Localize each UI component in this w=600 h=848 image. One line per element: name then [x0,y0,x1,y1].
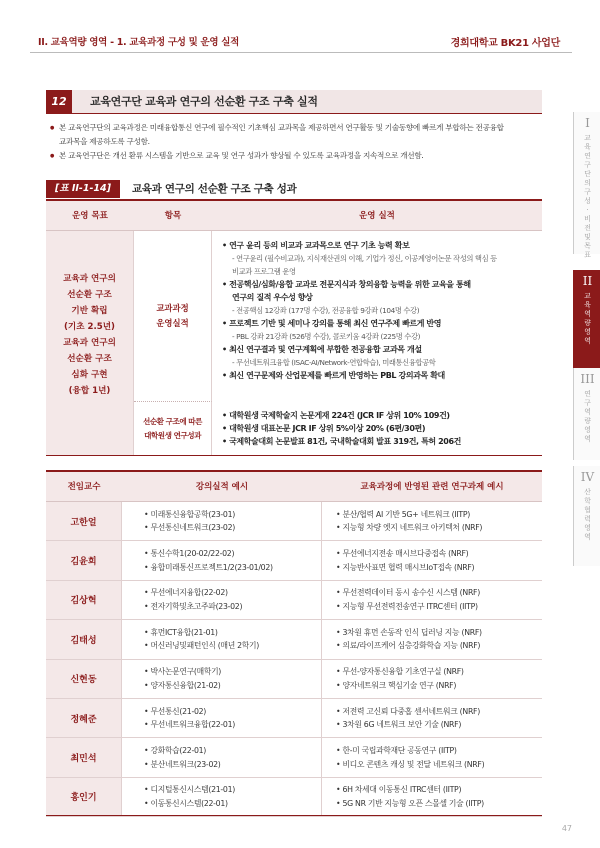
table1-header-item: 항목 [164,211,182,221]
result-line: • 대학원생 국제학술지 논문게재 224건 (JCR IF 상위 10% 109건) [222,411,450,420]
item-line: 운영실적 [156,318,189,328]
table1-header-result: 운영 실적 [359,211,395,221]
table1-tag: [표 II-1-14] [46,180,120,198]
goal-line: 심화 구현 [71,370,108,380]
project-item: • 지능반사표면 협력 매시브IoT접속 (NRF) [336,562,475,572]
course-item: • 융합미래통신프로젝트1/2(23-01/02) [144,562,273,572]
item-line: 대학원생 연구성과 [144,431,201,440]
project-item: • 3차원 6G 네트워크 보안 기술 (NRF) [336,720,462,730]
course-item: • 무선네트워크융합(22-01) [144,720,235,730]
result-line: • 최신 연구문제와 산업문제를 빠르게 반영하는 PBL 강의과목 확대 [222,371,445,380]
professor-name: 정혜준 [46,699,122,737]
project-cell [322,541,542,579]
header-divider [30,52,572,53]
course-item: • 디지털통신시스템(21-01) [144,785,235,795]
course-item: • 양자통신융합(21-02) [144,680,221,690]
course-item: • 분산네트워크(23-02) [144,759,221,769]
project-cell [322,581,542,619]
project-item: • 5G NR 기반 지능형 오픈 스몰셀 기술 (IITP) [336,798,484,808]
result-line: • 최신 연구결과 및 연구계획에 부합한 전공융합 교과목 개설 [222,345,422,354]
course-cell [122,778,322,816]
side-tab-3[interactable] [573,368,600,460]
item-curriculum-cell [134,231,212,402]
project-item: • 비디오 콘텐츠 캐싱 및 전달 네트워크 (NRF) [336,759,485,769]
result-line: 비교과 프로그램 운영 [232,267,296,276]
course-item: • 무선통신네트워크(23-02) [144,523,235,533]
course-cell [122,660,322,698]
course-item: • 강화학습(22-01) [144,746,207,756]
project-item: • 지능형 무선전력전송연구 ITRC센터 (IITP) [336,601,478,611]
side-tab-4[interactable] [573,466,600,566]
table-row [46,778,542,817]
result-line: • 전공핵심/심화/융합 교과로 전문지식과 창의융합 능력을 위한 교육을 통해 [222,280,471,289]
project-item: • 의료/라이프케어 심층강화학습 지능 (NRF) [336,641,481,651]
section-title: 교육연구단 교육과 연구의 선순환 구조 구축 실적 [90,95,318,108]
project-item: • 무선전력데이터 동시 송수신 시스템 (NRF) [336,588,480,598]
result-line: • 프로젝트 기반 및 세미나 강의를 통해 최신 연구주제 빠르게 반영 [222,319,442,328]
professor-name: 신현동 [46,660,122,698]
result-line: - 무선네트워크융합 (ISAC-AI/Network-연합학습), 미래통신융합공학 [232,358,436,367]
project-item: • 6H 차세대 이동통신 ITRC센터 (IITP) [336,785,462,795]
side-tab-number: IV [580,470,595,484]
project-item: • 한-미 국립과학재단 공동연구 (IITP) [336,746,457,756]
bullet-item: ● 본 교육연구단의 교육과정은 미래융합통신 연구에 필수적인 기초핵심 교과목을 제공하면서 연구활동 및 기술동향에 빠르게 부합하는 전공융합 [50,121,550,135]
table-professor-examples [46,470,542,817]
project-cell [322,738,542,776]
professor-name: 김태성 [46,620,122,658]
results-curriculum [212,239,542,382]
table1-body [46,231,542,456]
project-cell [322,502,542,540]
result-line: • 국제학술대회 논문발표 81건, 국내학술대회 발표 319건, 특허 206건 [222,437,461,446]
table-row [46,699,542,738]
table2-header-row [46,472,542,502]
side-tab-number: II [582,274,593,288]
course-item: • 무선통신(21-02) [144,706,207,716]
project-item: • 무선에너지전송 매시브다중접속 (NRF) [336,549,469,559]
professor-name: 홍인기 [46,778,122,816]
table1-header-goal: 운영 목표 [72,211,108,221]
project-cell [322,699,542,737]
table-row [46,502,542,541]
course-cell [122,699,322,737]
side-tab-label: 산 학 협 력 영 역 [584,488,591,541]
side-tab-label: 교 육 연 구 단 의 구 성 · 비 전 및 목 표 [584,134,591,259]
course-item: • 이동통신시스템(22-01) [144,798,228,808]
professor-name: 김상혁 [46,581,122,619]
course-item: • 무선에너지융합(22-02) [144,588,228,598]
course-cell [122,581,322,619]
table2-header-prof: 전임교수 [67,482,101,492]
goal-line: 선순환 구조 [67,290,112,300]
result-line: • 대학원생 대표논문 JCR IF 상위 5%이상 20% (6편/30편) [222,424,426,433]
result-line: 연구의 질적 우수성 향상 [232,293,313,302]
table-row [46,581,542,620]
side-tab-1[interactable] [573,112,600,259]
project-item: • 양자네트워크 핵심기술 연구 (NRF) [336,680,457,690]
course-item: • 전자기학및초고주파(23-02) [144,601,243,611]
course-item: • 머신러닝및패턴인식 (매년 2학기) [144,641,259,651]
side-tab-number: III [580,372,595,386]
goal-line: (융합 1년) [68,386,111,396]
section-number: 12 [46,90,72,114]
table2-header-courses: 강의실적 예시 [195,482,249,492]
course-cell [122,738,322,776]
result-line: • 연구 윤리 등의 비교과 교과목으로 연구 기초 능력 확보 [222,241,410,250]
side-tab-label: 연 구 역 량 영 역 [584,390,591,443]
goal-line: (기초 2.5년) [64,322,115,332]
project-cell [322,660,542,698]
item-line: 교과과정 [156,303,189,313]
item-research-cell [134,402,212,456]
table-row [46,738,542,777]
goal-line: 교육과 연구의 [63,338,116,348]
bullet-item: ● 본 교육연구단은 개선 환류 시스템을 기반으로 교육 및 연구 성과가 향상될 수 있도록 교육과정을 지속적으로 개선함. [50,149,550,163]
goal-cell [46,231,134,456]
intro-bullets [50,121,550,163]
table2-bottom-border [46,815,542,816]
table1-caption-text: 교육과 연구의 선순환 구조 구축 성과 [132,183,297,195]
table-row [46,620,542,659]
table-circular-structure [46,199,542,456]
course-item: • 휴먼ICT융합(21-01) [144,627,218,637]
course-cell [122,620,322,658]
goal-line: 교육과 연구의 [63,274,116,284]
course-cell [122,541,322,579]
course-item: • 박사논문연구(매학기) [144,667,222,677]
professor-name: 최민석 [46,738,122,776]
goal-line: 선순환 구조 [67,354,112,364]
project-cell [322,620,542,658]
section-title-bar [46,90,542,114]
page-number: 47 [561,824,572,833]
item-line: 선순환 구조에 따른 [143,417,202,426]
table-row [46,660,542,699]
side-tab-number: I [585,116,590,130]
project-item: • 3차원 휴먼 손동작 인식 딥러닝 지능 (NRF) [336,627,482,637]
goal-line: 기반 확립 [71,306,108,316]
project-cell [322,778,542,816]
side-tab-2[interactable] [573,270,600,370]
course-item: • 통신수학1(20-02/22-02) [144,549,235,559]
result-line: - PBL 강좌 21강좌 (526명 수강), 콜로키움 4강좌 (225명 수강) [232,332,421,341]
results-research [212,409,542,448]
table1-bottom-border [46,455,542,456]
table2-header-projects: 교육과정에 반영된 관련 연구과제 예시 [360,482,504,492]
project-item: • 저전력 고신뢰 다중홉 센서네트워크 (NRF) [336,706,480,716]
project-item: • 지능형 차량 엣지 네트워크 아키텍처 (NRF) [336,523,483,533]
professor-name: 김윤희 [46,541,122,579]
project-item: • 분산/협력 AI 기반 5G+ 네트워크 (IITP) [336,509,471,519]
project-item: • 무선-양자통신융합 기초연구실 (NRF) [336,667,464,677]
result-line: - 연구윤리 (필수비교과), 지식재산권의 이해, 기업가 정신, 이공계영어논문 작성의 핵심 등 [232,254,497,263]
header-breadcrumb: II. 교육역량 영역 - 1. 교육과정 구성 및 운영 실적 [38,37,240,48]
side-tab-label: 교 육 역 량 영 역 [584,292,591,345]
table-row [46,541,542,580]
course-item: • 미래통신융합공학(23-01) [144,509,235,519]
course-cell [122,502,322,540]
table1-header-row [46,201,542,231]
result-line: - 전공핵심 12강좌 (177명 수강), 전공융합 9강좌 (104명 수강) [232,306,420,315]
bullet-continuation: 교과목을 제공하도록 구성함. [59,137,150,146]
header-org-name: 경희대학교 BK21 사업단 [450,38,560,49]
page-header [0,0,600,58]
professor-name: 고한얼 [46,502,122,540]
